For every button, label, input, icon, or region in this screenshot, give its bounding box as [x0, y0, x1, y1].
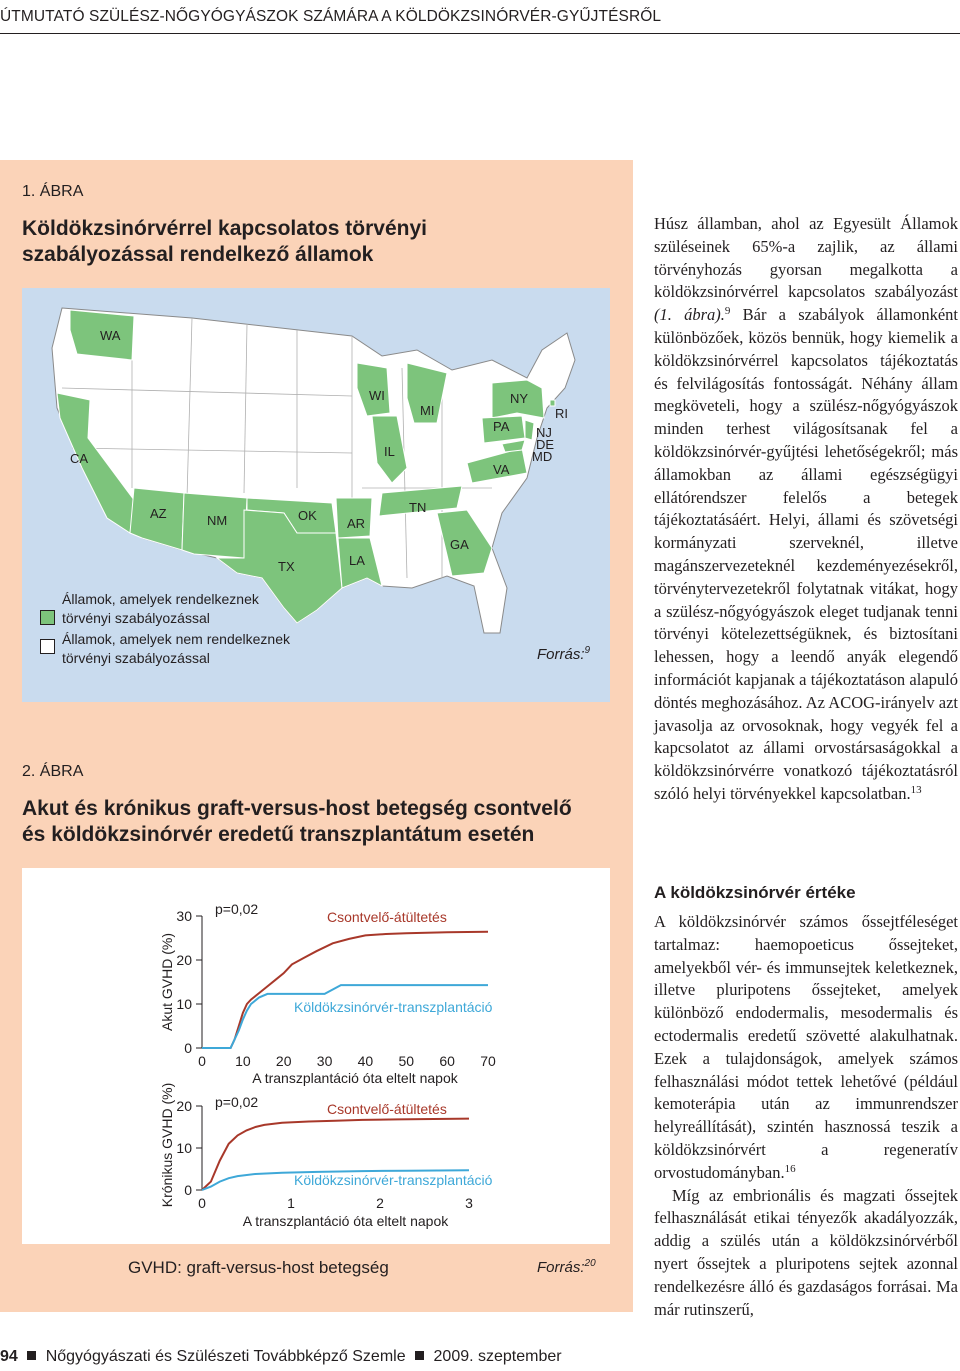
chart0-x-tick-label: 50 — [398, 1053, 415, 1069]
chart1-y-tick-label: 20 — [176, 1098, 192, 1114]
gvhd-charts — [22, 868, 610, 1244]
legend-text-white: Államok, amelyek nem rendelkeznek törvényi szabályozással — [62, 631, 290, 666]
page-number: 94 — [0, 1348, 18, 1365]
chart0-x-tick-label: 40 — [357, 1053, 374, 1069]
figure2-label: 2. ÁBRA — [22, 763, 84, 780]
chart0-label-cord-blood: Köldökzsinórvér-transzplantáció — [294, 999, 493, 1015]
section-heading: A köldökzsinórvér értéke — [654, 883, 856, 902]
journal-name: Nőgyógyászati és Szülészeti Továbbképző Szemle — [45, 1348, 406, 1365]
label-ri: RI — [555, 406, 568, 421]
label-il: IL — [384, 444, 395, 459]
chart1-y-tick-label: 10 — [176, 1140, 192, 1156]
chart1-label-bone-marrow: Csontvelő-átültetés — [327, 1101, 447, 1117]
label-ga: GA — [450, 537, 469, 552]
running-head: ÚTMUTATÓ SZÜLÉSZ-NŐGYÓGYÁSZOK SZÁMÁRA A KÖLDÖKZSINÓRVÉR-GYŰJTÉSRŐL — [0, 8, 662, 25]
state-nj — [525, 420, 534, 440]
label-tx: TX — [278, 559, 295, 574]
chart1-label-cord-blood: Köldökzsinórvér-transzplantáció — [294, 1172, 493, 1188]
chart1-x-tick-label: 1 — [287, 1195, 295, 1211]
label-md: MD — [532, 449, 553, 464]
label-nm: NM — [207, 513, 228, 528]
label-pa: PA — [493, 419, 510, 434]
chart0-y-tick-label: 0 — [184, 1040, 192, 1056]
chart0-label-bone-marrow: Csontvelő-átültetés — [327, 909, 447, 925]
chart1-x-tick-label: 3 — [465, 1195, 473, 1211]
legend-text-green: Államok, amelyek rendelkeznek törvényi szabályozással — [62, 591, 259, 626]
chart0-x-tick-label: 0 — [198, 1053, 206, 1069]
label-tn: TN — [409, 500, 427, 515]
label-wa: WA — [100, 328, 121, 343]
issue-date: 2009. szeptember — [433, 1348, 562, 1365]
chart1-y-label: Krónikus GVHD (%) — [159, 1082, 175, 1208]
label-ar: AR — [347, 516, 366, 531]
chart0-x-tick-label: 70 — [480, 1053, 496, 1069]
figure1-title: Köldökzsinórvérrel kapcsolatos törvényi szabályozással rendelkező államok — [22, 217, 427, 266]
label-la: LA — [349, 553, 365, 568]
chart1-x-label: A transzplantáció óta eltelt napok — [242, 1213, 449, 1229]
chart0-y-tick-label: 20 — [176, 952, 192, 968]
figure2-source-ref: 20 — [584, 1258, 596, 1269]
chart0-x-tick-label: 60 — [439, 1053, 455, 1069]
body-paragraph-1 — [654, 213, 958, 806]
figure2-source — [537, 1258, 596, 1276]
label-nj: NJ — [536, 425, 552, 440]
label-de: DE — [536, 437, 555, 452]
body-paragraph-2 — [654, 911, 958, 1321]
figure2-title: Akut és krónikus graft-versus-host betegség csontvelő és köldökzsinórvér eredetű transzplantátum esetén — [22, 797, 572, 846]
chart0-y-tick-label: 10 — [176, 996, 192, 1012]
label-ok: OK — [298, 508, 317, 523]
body1-cite: (1. ábra). — [654, 305, 725, 325]
label-mi: MI — [420, 403, 435, 418]
body1-end-ref: 13 — [910, 783, 922, 796]
chart-panel — [22, 868, 610, 1244]
chart0-x-tick-label: 20 — [275, 1053, 292, 1069]
legend-swatch-green — [40, 610, 55, 625]
label-az: AZ — [150, 506, 167, 521]
legend-item-white — [40, 630, 312, 668]
label-ny: NY — [510, 391, 529, 406]
body3-text: Míg az embrionális és magzati őssejtek felhasználását etikai tényezők akadályozzák, addig a szülés után a köldökzsinórvérből nyert őssejtek a pluripotens sejtek azonnal rendelkezésre álló és gazdaságos forrásai. Ma már rutinszerű, — [654, 1185, 958, 1319]
chart0-series-cord-blood-line — [202, 985, 488, 1048]
body2-ref: 16 — [784, 1162, 796, 1175]
chart1-y-tick-label: 0 — [184, 1182, 192, 1198]
label-wi: WI — [369, 388, 385, 403]
footer-square-2 — [415, 1351, 424, 1360]
chart1-x-tick-label: 0 — [198, 1195, 206, 1211]
chart0-y-tick-label: 30 — [176, 908, 192, 924]
figure1-source-ref: 9 — [584, 645, 591, 656]
legend-item-green — [40, 590, 292, 628]
body1-ref: 9 — [724, 305, 731, 318]
page-footer — [0, 1348, 562, 1366]
chart0-series-bone-marrow-line — [202, 932, 488, 1048]
figure1-source — [537, 645, 590, 663]
header-rule — [0, 33, 960, 34]
legend-swatch-white — [40, 639, 55, 654]
chart0-p-value: p=0,02 — [215, 901, 259, 917]
body1-rest: Bár a szabályok államonként különbözőek, közös bennük, hogy kiemelik a köldökzsinórvérrel kapcsolatos tájékoztatás és felvilágosítás fontosságát. Néhány állam megköveteli, hogy a szülész-nőgyógyászok minden terhest világosítsanak fel a köldökzsinórvér-gyűjtési lehetőségekről; más államokban az állami egészségügyi ellátórendszer felelős a betegek tájékoztatásáért. Helyi, állami és szövetségi kormányzati szerveknél, illetve magánszervezeteknél kezdeményezésekről, törvénytervezetekről folytatnak vitákat, hogy a szülész-nőgyógyászok eleget tudjanak tenni törvényi kötelezettségüknek, és biztosítani lehessen, hogy a leendő anyák elegendő információt kapjanak a tájékoztatáson alapuló döntés meghozásához. Az ACOG-irányelv azt javasolja az orvosoknak, hogy vegyék fel a kapcsolatot az állami orvostársaságokkal a köldökzsinórvérre vonatkozó tájékoztatásról szóló helyi törvényekkel kapcsolatban. — [654, 305, 958, 803]
chart1-x-tick-label: 2 — [376, 1195, 384, 1211]
chart0-x-tick-label: 30 — [316, 1053, 333, 1069]
footer-square-1 — [27, 1351, 36, 1360]
label-va: VA — [493, 462, 510, 477]
chart0-x-label: A transzplantáció óta eltelt napok — [252, 1070, 458, 1086]
gvhd-footnote: GVHD: graft-versus-host betegség — [128, 1258, 389, 1277]
chart0-y-label: Akut GVHD (%) — [159, 932, 175, 1032]
figure1-label: 1. ÁBRA — [22, 183, 84, 200]
figure1-source-label: Forrás: — [537, 646, 585, 663]
chart0-x-tick-label: 10 — [235, 1053, 251, 1069]
figure2-source-label: Forrás: — [537, 1259, 585, 1276]
label-ca: CA — [70, 451, 89, 466]
chart1-p-value: p=0,02 — [215, 1094, 259, 1110]
body2-text: A köldökzsinórvér számos őssejtféleséget tartalmaz: haemopoeticus őssejteket, amelyekből vér- és immunsejtek keletkeznek, illetve pluripotens őssejteket, amelyek különböző endodermalis, mesodermalis és ectodermalis eredetű szövetté alakulhatnak. Ezek a tulajdonságok, amelyek számos felhasználási módot tettek lehetővé (például kemoterápia után az immunrendszer helyreállítását), szintén hasznossá teszik a köldökzsinórvért a regeneratív orvostudományban. — [654, 912, 958, 1182]
body1-text: Húsz államban, ahol az Egyesült Államok szüléseinek 65%-a zajlik, az állami törvényhozás gyorsan megalkotta a köldökzsinórvérrel kapcsolatos szabályozást — [654, 214, 958, 302]
